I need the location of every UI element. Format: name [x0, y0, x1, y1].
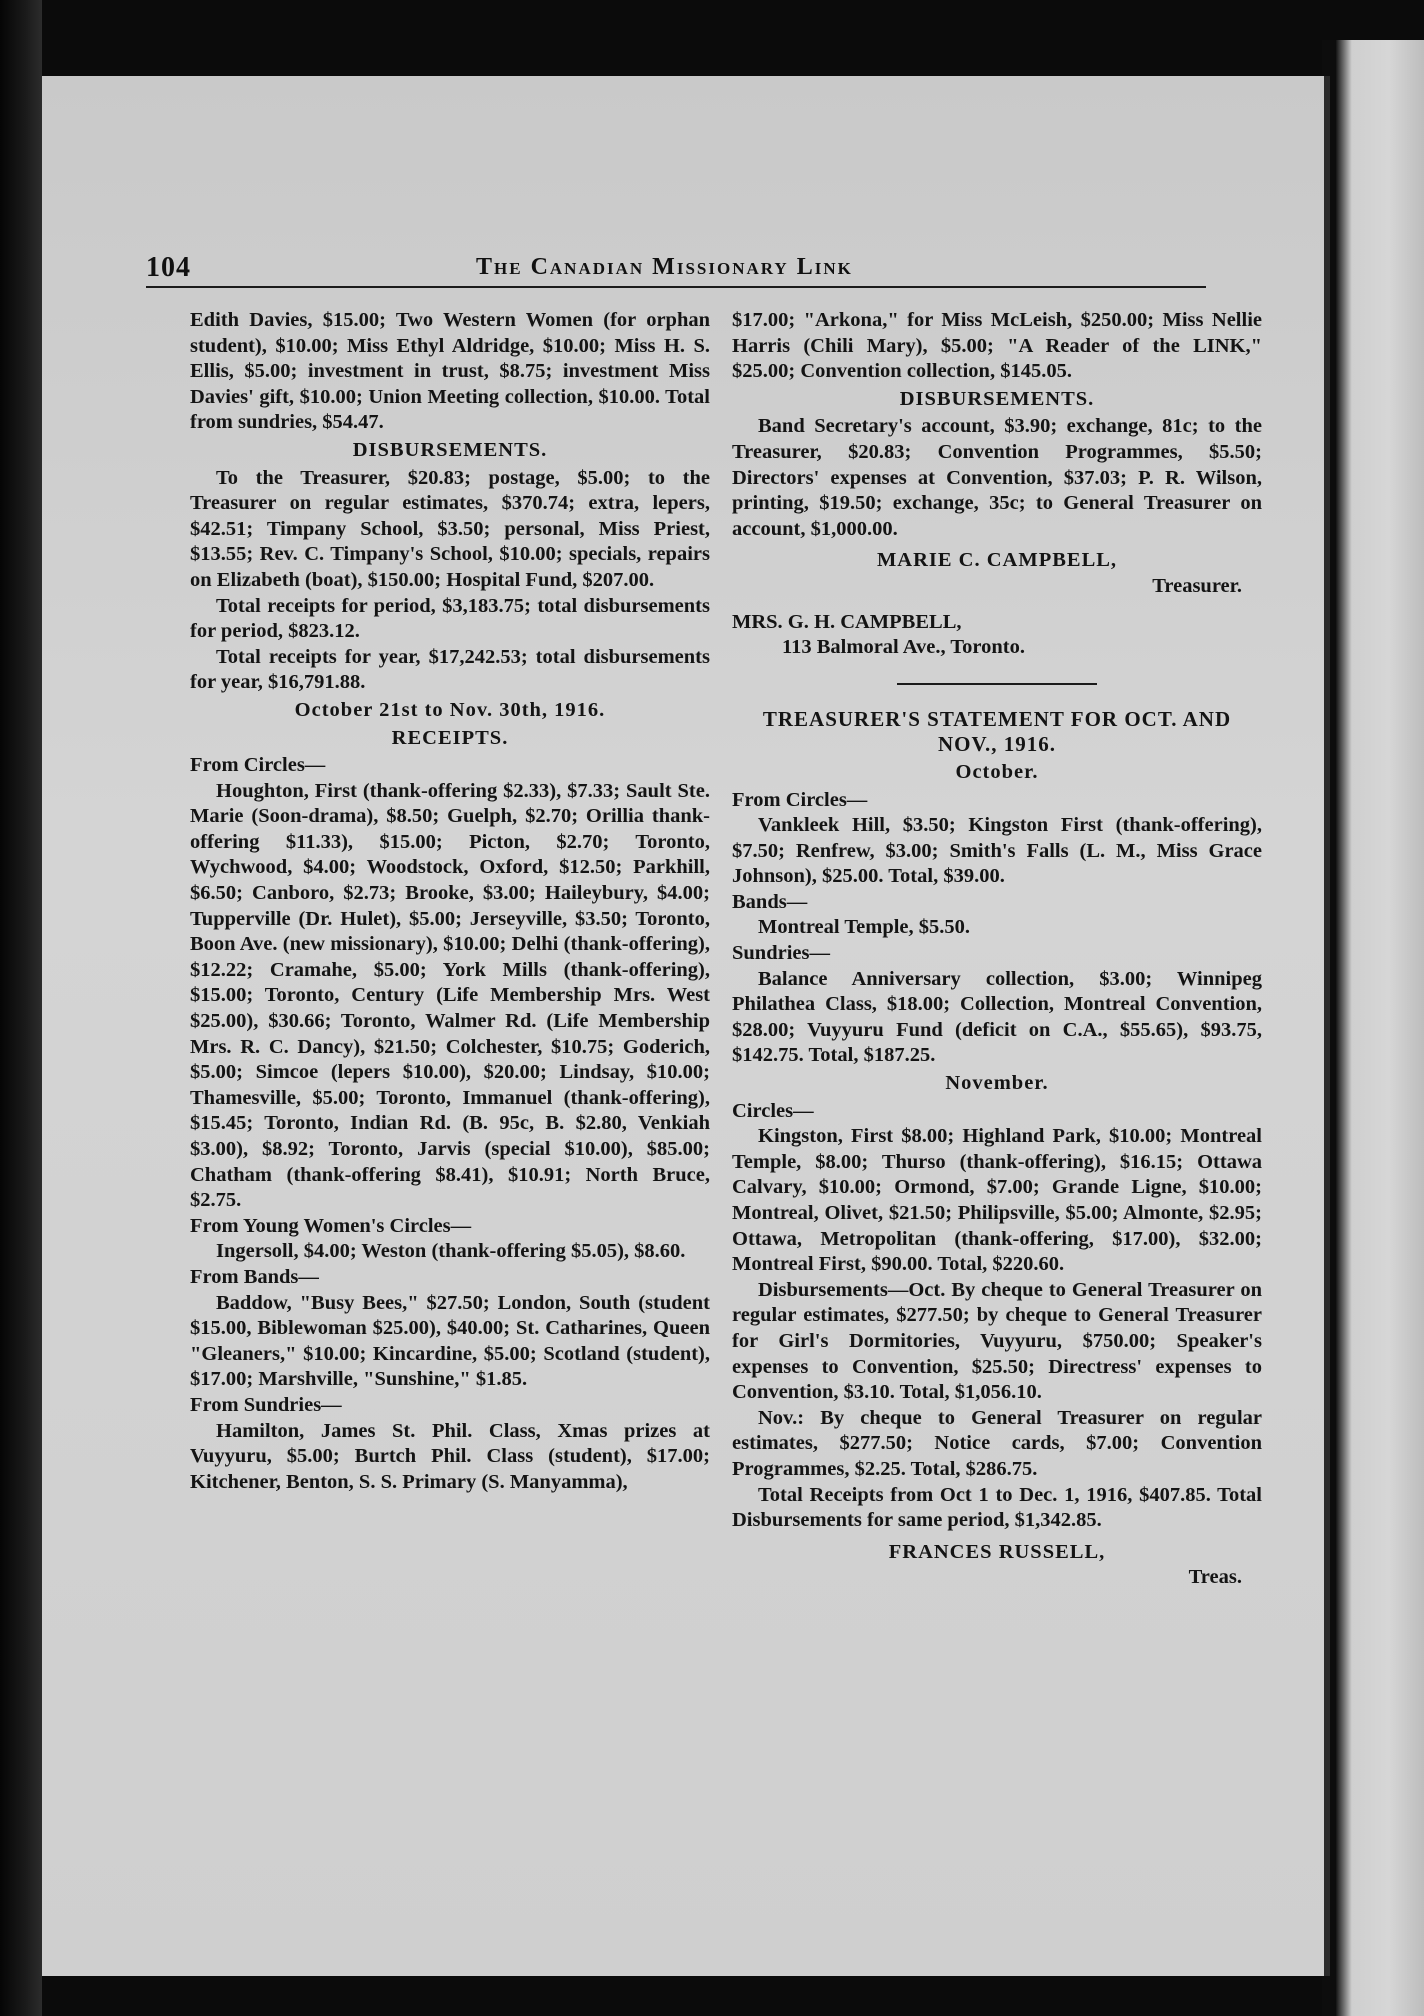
paragraph: To the Treasurer, $20.83; postage, $5.00; to the Treasurer on regular estimates, $370.74; extra, lepers, $42.51; Timpany School, $3.50; personal, Miss Priest, $13.55; Rev. C. Timpany's School, $10.00; specials, repairs on Elizabeth (boat), $150.00; Hospital Fund, $207.00.	[190, 466, 710, 591]
paragraph: $17.00; "Arkona," for Miss McLeish, $250.00; Miss Nellie Harris (Chili Mary), $5.00; "A Reader of the LINK," $25.00; Convention collection, $145.05.	[732, 309, 1262, 383]
paragraph: Disbursements—Oct. By cheque to General Treasurer on regular estimates, $277.50; by cheque to General Treasurer for Girl's Dormitories, Vuyyuru, $750.00; Speaker's expenses to Convention, $25.50; Directress' expenses to Convention, $3.10. Total, $1,056.10.	[732, 1278, 1262, 1404]
paragraph: Edith Davies, $15.00; Two Western Women (for orphan student), $10.00; Miss Ethyl Aldridge, $10.00; Miss H. S. Ellis, $5.00; investment in trust, $8.75; investment Miss Davies' gift, $10.00; Union Meeting collection, $10.00. Total from sundries, $54.47.	[190, 309, 710, 434]
signature-name: FRANCES RUSSELL,	[888, 1540, 1106, 1563]
paragraph: Balance Anniversary collection, $3.00; Winnipeg Philathea Class, $18.00; Collection, Montreal Convention, $28.00; Vuyyuru Fund (deficit on C.A., $55.65), $93.75, $142.75. Total, $187.25.	[732, 967, 1262, 1067]
section-heading: October 21st to Nov. 30th, 1916.	[294, 698, 606, 721]
section-heading: November.	[945, 1072, 1049, 1095]
subsection-label: Circles—	[732, 1099, 814, 1122]
left-column	[190, 308, 710, 1495]
adjacent-page-edge	[1336, 40, 1424, 2016]
address-line: 113 Balmoral Ave., Toronto.	[782, 636, 1025, 659]
paragraph: Kingston, First $8.00; Highland Park, $10.00; Montreal Temple, $8.00; Thurso (thank-offering), $16.15; Ottawa Calvary, $10.00; Ormond, $7.00; Grande Ligne, $10.00; Montreal, Olivet, $21.50; Philipsville, $5.00; Almonte, $2.95; Ottawa, Metropolitan (thank-offering, $17.00), $32.00; Montreal First, $90.00. Total, $220.60.	[732, 1125, 1262, 1276]
signature-name: MARIE C. CAMPBELL,	[876, 549, 1118, 572]
paragraph: Total Receipts from Oct 1 to Dec. 1, 1916, $407.85. Total Disbursements for same period, $1,342.85.	[732, 1483, 1262, 1532]
paragraph: Total receipts for year, $17,242.53; total disbursements for year, $16,791.88.	[190, 645, 710, 694]
section-heading: DISBURSEMENTS.	[352, 438, 548, 461]
page-header	[146, 252, 1206, 288]
journal-title: The Canadian Missionary Link	[476, 254, 853, 280]
section-heading: DISBURSEMENTS.	[899, 387, 1095, 410]
paragraph: Hamilton, James St. Phil. Class, Xmas prizes at Vuyyuru, $5.00; Burtch Phil. Class (student), $17.00; Kitchener, Benton, S. S. Primary (S. Manyamma),	[190, 1419, 710, 1493]
paragraph: Ingersoll, $4.00; Weston (thank-offering $5.05), $8.60.	[216, 1240, 686, 1263]
section-divider	[897, 683, 1097, 685]
subsection-label: Sundries—	[732, 942, 830, 965]
scan-frame-left	[0, 0, 42, 2016]
paragraph: Total receipts for period, $3,183.75; total disbursements for period, $823.12.	[190, 594, 710, 643]
paragraph: Band Secretary's account, $3.90; exchange, 81c; to the Treasurer, $20.83; Convention Programmes, $5.50; Directors' expenses at Convention, $37.03; P. R. Wilson, printing, $19.50; exchange, 35c; to General Treasurer on account, $1,000.00.	[732, 415, 1262, 540]
subsection-label: Bands—	[732, 890, 808, 913]
subsection-label: From Circles—	[190, 754, 326, 777]
subsection-label: From Bands—	[190, 1265, 319, 1288]
statement-title: TREASURER'S STATEMENT FOR OCT. AND NOV., 1916.	[762, 706, 1232, 757]
address-name: MRS. G. H. CAMPBELL,	[732, 610, 962, 633]
paragraph: Houghton, First (thank-offering $2.33), $7.33; Sault Ste. Marie (Soon-drama), $8.50; Guelph, $2.70; Orillia thank-offering $11.33), $15.00; Picton, $2.70; Toronto, Wychwood, $4.00; Woodstock, Oxford, $12.50; Parkhill, $6.50; Canboro, $2.73; Brooke, $3.00; Haileybury, $4.00; Tupperville (Dr. Hulet), $5.00; Jerseyville, $3.50; Toronto, Boon Ave. (new missionary), $10.00; Delhi (thank-offering), $12.22; Cramahe, $5.00; York Mills (thank-offering), $15.00; Toronto, Century (Life Membership Mrs. West $25.00), $30.66; Toronto, Walmer Rd. (Life Membership Mrs. R. C. Dancy), $21.50; Colchester, $10.75; Goderich, $5.00; Simcoe (lepers $10.00), $20.00; Lindsay, $10.00; Thamesville, $5.00; Toronto, Immanuel (thank-offering), $15.45; Toronto, Indian Rd. (B. 95c, B. $2.80, Venkiah $3.00), $8.92; Toronto, Jarvis (special $10.00), $85.00; Chatham (thank-offering $8.41), $10.91; North Bruce, $2.75.	[190, 779, 710, 1212]
subsection-label: From Young Women's Circles—	[190, 1214, 472, 1237]
right-column	[732, 308, 1262, 1591]
signature-title: Treasurer.	[1152, 574, 1242, 597]
section-heading: October.	[955, 760, 1039, 783]
paragraph: Montreal Temple, $5.50.	[758, 916, 971, 939]
paragraph: Baddow, "Busy Bees," $27.50; London, South (student $15.00, Biblewoman $25.00), $40.00; St. Catharines, Queen "Gleaners," $10.00; Kincardine, $5.00; Scotland (student), $17.00; Marshville, "Sunshine," $1.85.	[190, 1291, 710, 1391]
subsection-label: From Sundries—	[190, 1393, 342, 1416]
paragraph: Nov.: By cheque to General Treasurer on regular estimates, $277.50; Notice cards, $7.00; Convention Programmes, $2.25. Total, $286.75.	[732, 1406, 1262, 1480]
paragraph: Vankleek Hill, $3.50; Kingston First (thank-offering), $7.50; Renfrew, $3.00; Smith's Falls (L. M., Miss Grace Johnson), $25.00. Total, $39.00.	[732, 814, 1262, 888]
section-heading: RECEIPTS.	[391, 726, 509, 749]
signature-title: Treas.	[1188, 1566, 1242, 1589]
subsection-label: From Circles—	[732, 788, 868, 811]
page-number: 104	[146, 252, 191, 283]
